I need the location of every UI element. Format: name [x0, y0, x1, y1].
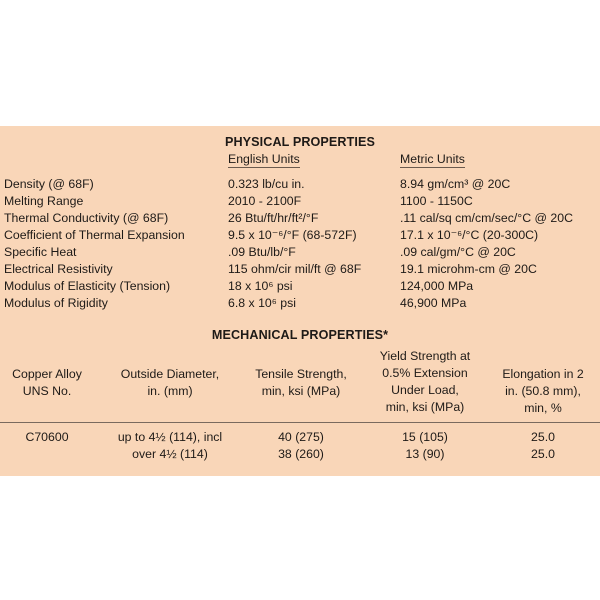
metric-value: 46,900 MPa — [400, 296, 467, 310]
property-name: Modulus of Elasticity (Tension) — [4, 279, 171, 293]
english-value: 9.5 x 10⁻⁶/°F (68-572F) — [228, 228, 357, 242]
metric-value: 1100 - 1150C — [400, 194, 473, 208]
header-yield-strength — [362, 348, 488, 416]
table-divider — [0, 422, 600, 423]
english-value: 2010 - 2100F — [228, 194, 302, 208]
property-row-electrical-resistivity — [0, 262, 600, 280]
metric-value: 8.94 gm/cm³ @ 20C — [400, 177, 511, 191]
metric-value: 17.1 x 10⁻⁶/°C (20-300C) — [400, 228, 539, 242]
header-line: Yield Strength at — [379, 349, 471, 363]
metric-value: 124,000 MPa — [400, 279, 474, 293]
metric-units-header: Metric Units — [400, 152, 465, 166]
english-value: 18 x 10⁶ psi — [228, 279, 293, 293]
header-outside-diameter — [100, 366, 240, 400]
table-row — [0, 447, 600, 464]
cell-alloy: C70600 — [25, 430, 69, 444]
english-value: 6.8 x 10⁶ psi — [228, 296, 296, 310]
cell-tensile: 38 (260) — [278, 447, 324, 461]
metric-value: .09 cal/gm/°C @ 20C — [400, 245, 516, 259]
cell-elongation: 25.0 — [531, 447, 555, 461]
header-line: Elongation in 2 — [502, 367, 584, 381]
metric-value: 19.1 microhm-cm @ 20C — [400, 262, 537, 276]
property-row-modulus-elasticity — [0, 279, 600, 297]
property-row-melting-range — [0, 194, 600, 212]
mechanical-properties-title: MECHANICAL PROPERTIES* — [211, 328, 389, 342]
header-line: Under Load, — [391, 383, 459, 397]
header-tensile-strength — [238, 366, 364, 400]
property-name: Electrical Resistivity — [4, 262, 113, 276]
property-row-thermal-conductivity — [0, 211, 600, 229]
property-row-specific-heat — [0, 245, 600, 263]
cell-tensile: 40 (275) — [278, 430, 324, 444]
metric-value: .11 cal/sq cm/cm/sec/°C @ 20C — [400, 211, 573, 225]
property-name: Thermal Conductivity (@ 68F) — [4, 211, 169, 225]
cell-yield: 13 (90) — [405, 447, 445, 461]
cell-yield: 15 (105) — [402, 430, 448, 444]
cell-elongation: 25.0 — [531, 430, 555, 444]
property-name: Specific Heat — [4, 245, 77, 259]
property-row-density — [0, 177, 600, 195]
header-line: min, ksi (MPa) — [385, 400, 465, 414]
header-line: in. (mm) — [147, 384, 193, 398]
english-units-header: English Units — [228, 152, 300, 166]
property-row-modulus-rigidity — [0, 296, 600, 314]
header-line: min, % — [524, 401, 562, 415]
property-row-thermal-expansion — [0, 228, 600, 246]
english-value: 115 ohm/cir mil/ft @ 68F — [228, 262, 362, 276]
header-line: 0.5% Extension — [382, 366, 468, 380]
header-line: Outside Diameter, — [120, 367, 220, 381]
table-row — [0, 430, 600, 447]
cell-diameter: over 4½ (114) — [132, 447, 208, 461]
property-name: Melting Range — [4, 194, 84, 208]
header-elongation — [488, 366, 598, 417]
property-name: Density (@ 68F) — [4, 177, 94, 191]
header-line: UNS No. — [22, 384, 72, 398]
header-line: min, ksi (MPa) — [261, 384, 341, 398]
header-line: Tensile Strength, — [255, 367, 347, 381]
header-line: in. (50.8 mm), — [505, 384, 581, 398]
english-value: .09 Btu/lb/°F — [228, 245, 296, 259]
property-name: Coefficient of Thermal Expansion — [4, 228, 185, 242]
english-value: 26 Btu/ft/hr/ft²/°F — [228, 211, 319, 225]
english-value: 0.323 lb/cu in. — [228, 177, 305, 191]
property-name: Modulus of Rigidity — [4, 296, 108, 310]
cell-diameter: up to 4½ (114), incl — [117, 430, 223, 444]
physical-properties-title: PHYSICAL PROPERTIES — [224, 135, 376, 149]
properties-panel — [0, 126, 600, 476]
header-copper-alloy — [0, 366, 94, 400]
header-line: Copper Alloy — [12, 367, 82, 381]
